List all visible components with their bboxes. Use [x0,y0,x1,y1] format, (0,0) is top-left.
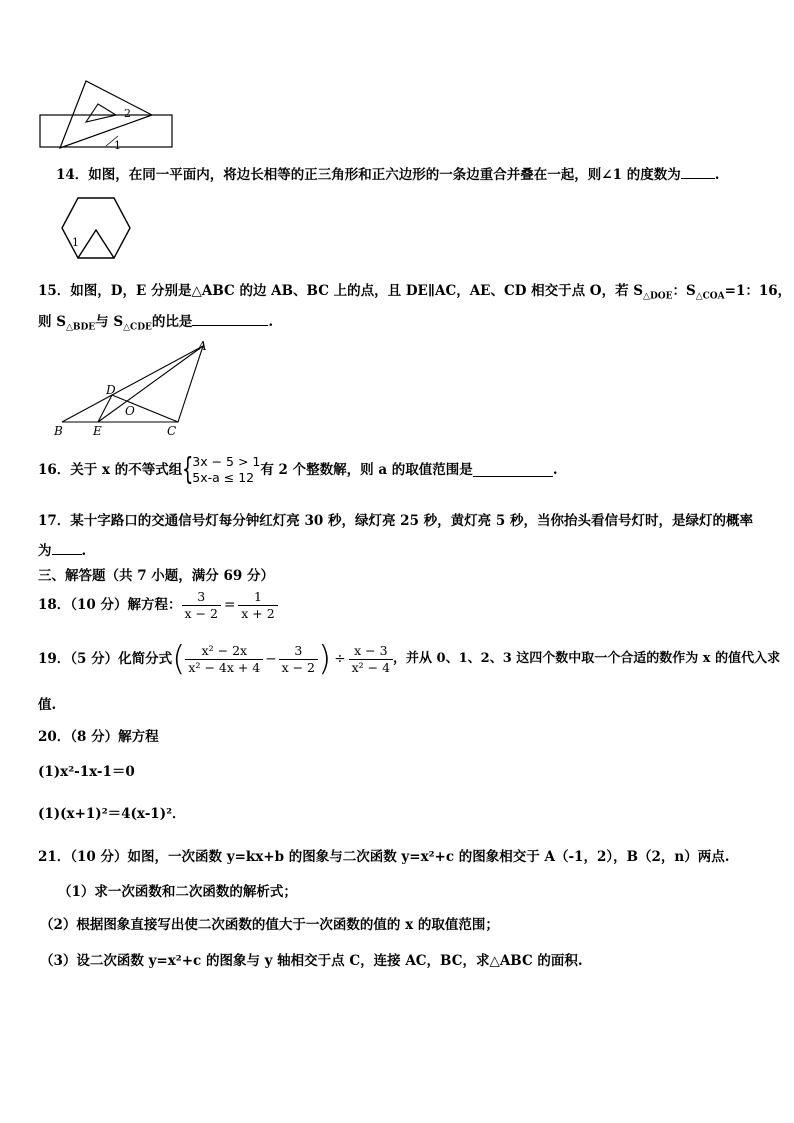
q19-fraction-2 [279,643,318,676]
fig13-label-1: 1 [114,139,121,150]
q15-period: . [268,314,274,330]
minus-sign: − [265,651,277,667]
q17-period: . [81,543,87,559]
q21-part2: （2）根据图象直接写出使二次函数的值大于一次函数的值的 x 的取值范围； [40,917,499,933]
q18-right-den: x + 2 [238,605,277,622]
q17-line1: 17．某十字路口的交通信号灯每分钟红灯亮 30 秒，绿灯亮 25 秒，黄灯亮 5 秒，当你抬头看信号灯时，是绿灯的概率 [38,513,753,529]
label-d: D [106,383,116,397]
q17-prefix: 为 [38,543,52,559]
q19-prefix: 19．（5 分）化简分式 [38,651,173,667]
q15-sub-cde: △CDE [123,322,152,333]
q21-title: 21．（10 分）如图，一次函数 y=kx+b 的图象与二次函数 y=x²+c 的图象相交于 A（-1，2），B（2，n）两点. [38,849,730,865]
hexagon-triangle-figure [58,196,134,262]
divide-sign: ÷ [334,651,346,667]
q15-text-e: 与 S [95,314,124,330]
q19-f1-num: x² − 2x [201,642,248,658]
q14-text [56,166,719,184]
inequality-1: 3x − 5 > 1 [192,454,261,469]
q17-answer-blank [52,542,82,555]
q19-f2-den: x − 2 [279,659,318,676]
q18-right-num: 1 [254,588,262,604]
q18-left-num: 3 [197,588,206,604]
q15-text-d: 则 S [38,314,66,330]
inequality-2: 5x-a ≤ 12 [192,470,255,485]
q19-f3-num: x − 3 [354,642,388,658]
equals-sign: = [223,597,236,613]
triangle-abc-figure [52,338,212,438]
q15-sub-doe: △DOE [643,291,673,302]
q21-part1: （1）求一次函数和二次函数的解析式； [58,884,297,900]
q19-text [38,633,780,685]
inequality-system [182,454,260,486]
q20-part2: (1)(x+1)²＝4(x-1)²． [38,806,186,822]
q15-answer-blank [192,313,268,326]
left-paren: ( [172,639,186,679]
q20-part1: (1)x²-1x-1＝0 [38,764,135,780]
q14-stem: 14．如图，在同一平面内，将边长相等的正三角形和正六边形的一条边重合并叠在一起，则∠1 的度数为 [56,167,681,183]
section-title: 三、解答题（共 7 小题，满分 69 分） [38,568,274,584]
q19-f1-den: x² − 4x + 4 [185,659,263,676]
right-paren: ) [318,639,332,679]
label-a: A [198,339,207,353]
q15-text-b: ：S [672,283,696,299]
fig14-label-1: 1 [72,236,79,249]
fig13-label-2: 2 [124,107,131,120]
q19-fraction-3 [349,643,393,676]
q15-line1 [38,282,791,300]
q14-period: . [714,167,720,183]
q19-f2-num: 3 [294,642,303,658]
q18-text [38,584,278,626]
q16-period: . [552,462,558,478]
q16-prefix: 16．关于 x 的不等式组 [38,462,183,478]
label-o: O [125,404,135,418]
q16-suffix: 有 2 个整数解，则 a 的取值范围是 [260,462,473,478]
q18-right-fraction [238,589,277,622]
q16-answer-blank [473,464,553,477]
q19-f3-den: x² − 4 [349,659,393,676]
q17-line2 [38,542,86,560]
q18-left-fraction [182,589,221,622]
q18-left-den: x − 2 [182,605,221,622]
q15-line2 [38,313,273,331]
set-square-ruler-figure [38,78,178,150]
q20-title: 20．（8 分）解方程 [38,729,159,745]
q16-text [38,452,558,488]
label-c: C [167,424,177,438]
q15-sub-coa: △COA [695,291,725,302]
label-b: B [54,424,63,438]
q15-text-a: 15．如图，D，E 分别是△ABC 的边 AB、BC 上的点，且 DE∥AC，AE、CD 相交于点 O，若 S [38,283,644,299]
q19-suffix: ，并从 0、1、2、3 这四个数中取一个合适的数作为 x 的值代入求 [393,651,781,666]
q15-text-f: 的比是 [151,314,193,330]
brace-icon: { [182,452,194,487]
q15-sub-bde: △BDE [65,322,96,333]
q15-text-c: =1：16， [724,283,792,299]
q19-line2: 值. [38,697,57,713]
label-e: E [93,424,102,438]
q21-part3: （3）设二次函数 y=x²+c 的图象与 y 轴相交于点 C，连接 AC，BC，求△ABC 的面积. [40,953,583,969]
q19-fraction-1 [185,643,263,676]
q14-answer-blank [681,166,715,179]
q18-prefix: 18．（10 分）解方程： [38,597,182,613]
